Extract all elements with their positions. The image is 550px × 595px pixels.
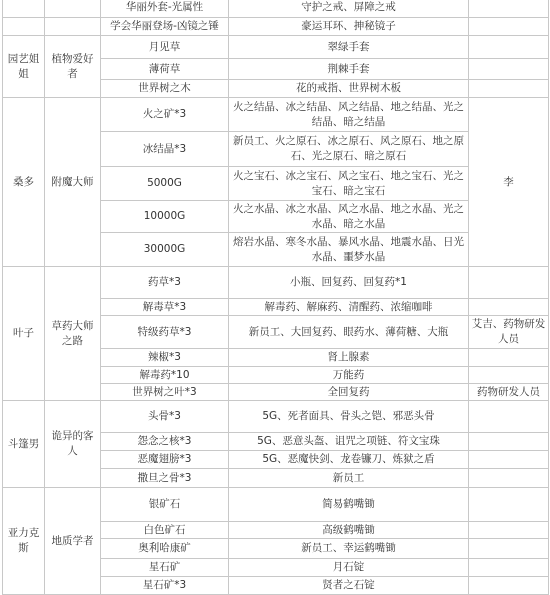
product-cell: 贤者之石锭 [229,577,469,595]
npc-title-cell [45,0,101,18]
material-cell: 解毒药*10 [101,367,229,384]
material-cell: 世界树之木 [101,80,229,98]
product-cell: 守护之戒、屏障之戒 [229,0,469,18]
product-cell: 高级鹤嘴锄 [229,522,469,539]
product-cell: 肾上腺素 [229,349,469,367]
product-cell: 荆棘手套 [229,59,469,80]
material-cell: 辣椒*3 [101,349,229,367]
npc-name-cell: 桑多 [3,98,45,267]
product-cell: 火之结晶、冰之结晶、风之结晶、地之结晶、光之结晶、暗之结晶 [229,98,469,132]
product-cell: 新员工 [229,469,469,488]
table-row [3,98,549,132]
unlock-cell [469,539,549,559]
material-cell: 冰结晶*3 [101,132,229,167]
material-table [2,0,549,595]
unlock-cell [469,36,549,59]
unlock-cell [469,577,549,595]
material-cell: 薄荷草 [101,59,229,80]
material-cell: 奥利哈康矿 [101,539,229,559]
table-row [3,267,549,299]
unlock-cell [469,18,549,36]
unlock-cell [469,267,549,299]
npc-name-cell: 斗篷男 [3,401,45,488]
table-row [3,401,549,433]
unlock-cell [469,488,549,522]
npc-name-cell [3,18,45,36]
material-cell: 恶魔翅膀*3 [101,451,229,469]
unlock-cell: 艾吉、药物研发人员 [469,316,549,349]
product-cell: 月石锭 [229,559,469,577]
npc-title-cell: 植物爱好者 [45,36,101,98]
material-cell: 10000G [101,201,229,233]
material-cell: 特级药草*3 [101,316,229,349]
material-cell: 5000G [101,167,229,201]
product-cell: 5G、死者面具、骨头之铠、邪恶头骨 [229,401,469,433]
unlock-cell [469,433,549,451]
unlock-cell [469,0,549,18]
unlock-cell [469,367,549,384]
product-cell: 火之水晶、冰之水晶、风之水晶、地之水晶、光之水晶、暗之水晶 [229,201,469,233]
unlock-cell [469,299,549,316]
material-table-body [3,0,549,595]
material-cell: 月见草 [101,36,229,59]
unlock-cell [469,59,549,80]
product-cell: 新员工、火之原石、冰之原石、风之原石、地之原石、光之原石、暗之原石 [229,132,469,167]
material-cell: 解毒草*3 [101,299,229,316]
unlock-cell [469,349,549,367]
unlock-cell [469,469,549,488]
table-row [3,488,549,522]
material-cell: 30000G [101,233,229,267]
unlock-cell [469,451,549,469]
material-cell: 世界树之叶*3 [101,384,229,401]
product-cell: 熔岩水晶、寒冬水晶、暴风水晶、地震水晶、日光水晶、噩梦水晶 [229,233,469,267]
material-cell: 头骨*3 [101,401,229,433]
npc-title-cell: 诡异的客人 [45,401,101,488]
table-row [3,36,549,59]
npc-name-cell: 亚力克斯 [3,488,45,595]
material-cell: 华丽外套-光属性 [101,0,229,18]
material-cell: 火之矿*3 [101,98,229,132]
product-cell: 5G、恶魔快剑、龙卷镰刀、炼狱之盾 [229,451,469,469]
npc-name-cell [3,0,45,18]
product-cell: 万能药 [229,367,469,384]
product-cell: 5G、恶意头盔、诅咒之项链、符文宝珠 [229,433,469,451]
npc-name-cell: 叶子 [3,267,45,401]
unlock-cell [469,401,549,433]
unlock-cell [469,522,549,539]
product-cell: 翠绿手套 [229,36,469,59]
product-cell: 全回复药 [229,384,469,401]
material-cell: 星石矿*3 [101,577,229,595]
product-cell: 新员工、大回复药、眼药水、薄荷糖、大瓶 [229,316,469,349]
material-cell: 学会华丽登场-凶镜之锤 [101,18,229,36]
npc-title-cell: 草药大师之路 [45,267,101,401]
product-cell: 小瓶、回复药、回复药*1 [229,267,469,299]
product-cell: 解毒药、解麻药、清醒药、浓缩咖啡 [229,299,469,316]
product-cell: 花的戒指、世界树木板 [229,80,469,98]
unlock-cell [469,559,549,577]
npc-title-cell [45,18,101,36]
npc-name-cell: 园艺姐姐 [3,36,45,98]
material-cell: 白色矿石 [101,522,229,539]
product-cell: 新员工、幸运鹤嘴锄 [229,539,469,559]
material-cell: 怨念之核*3 [101,433,229,451]
npc-title-cell: 地质学者 [45,488,101,595]
npc-title-cell: 附魔大师 [45,98,101,267]
material-cell: 星石矿 [101,559,229,577]
material-cell: 银矿石 [101,488,229,522]
product-cell: 火之宝石、冰之宝石、风之宝石、地之宝石、光之宝石、暗之宝石 [229,167,469,201]
table-row [3,0,549,18]
unlock-cell: 药物研发人员 [469,384,549,401]
material-cell: 撒旦之骨*3 [101,469,229,488]
material-cell: 药草*3 [101,267,229,299]
product-cell: 豪运耳环、抻秘镜子 [229,18,469,36]
table-row [3,18,549,36]
unlock-cell: 李 [469,98,549,267]
product-cell: 简易鹤嘴锄 [229,488,469,522]
unlock-cell [469,80,549,98]
